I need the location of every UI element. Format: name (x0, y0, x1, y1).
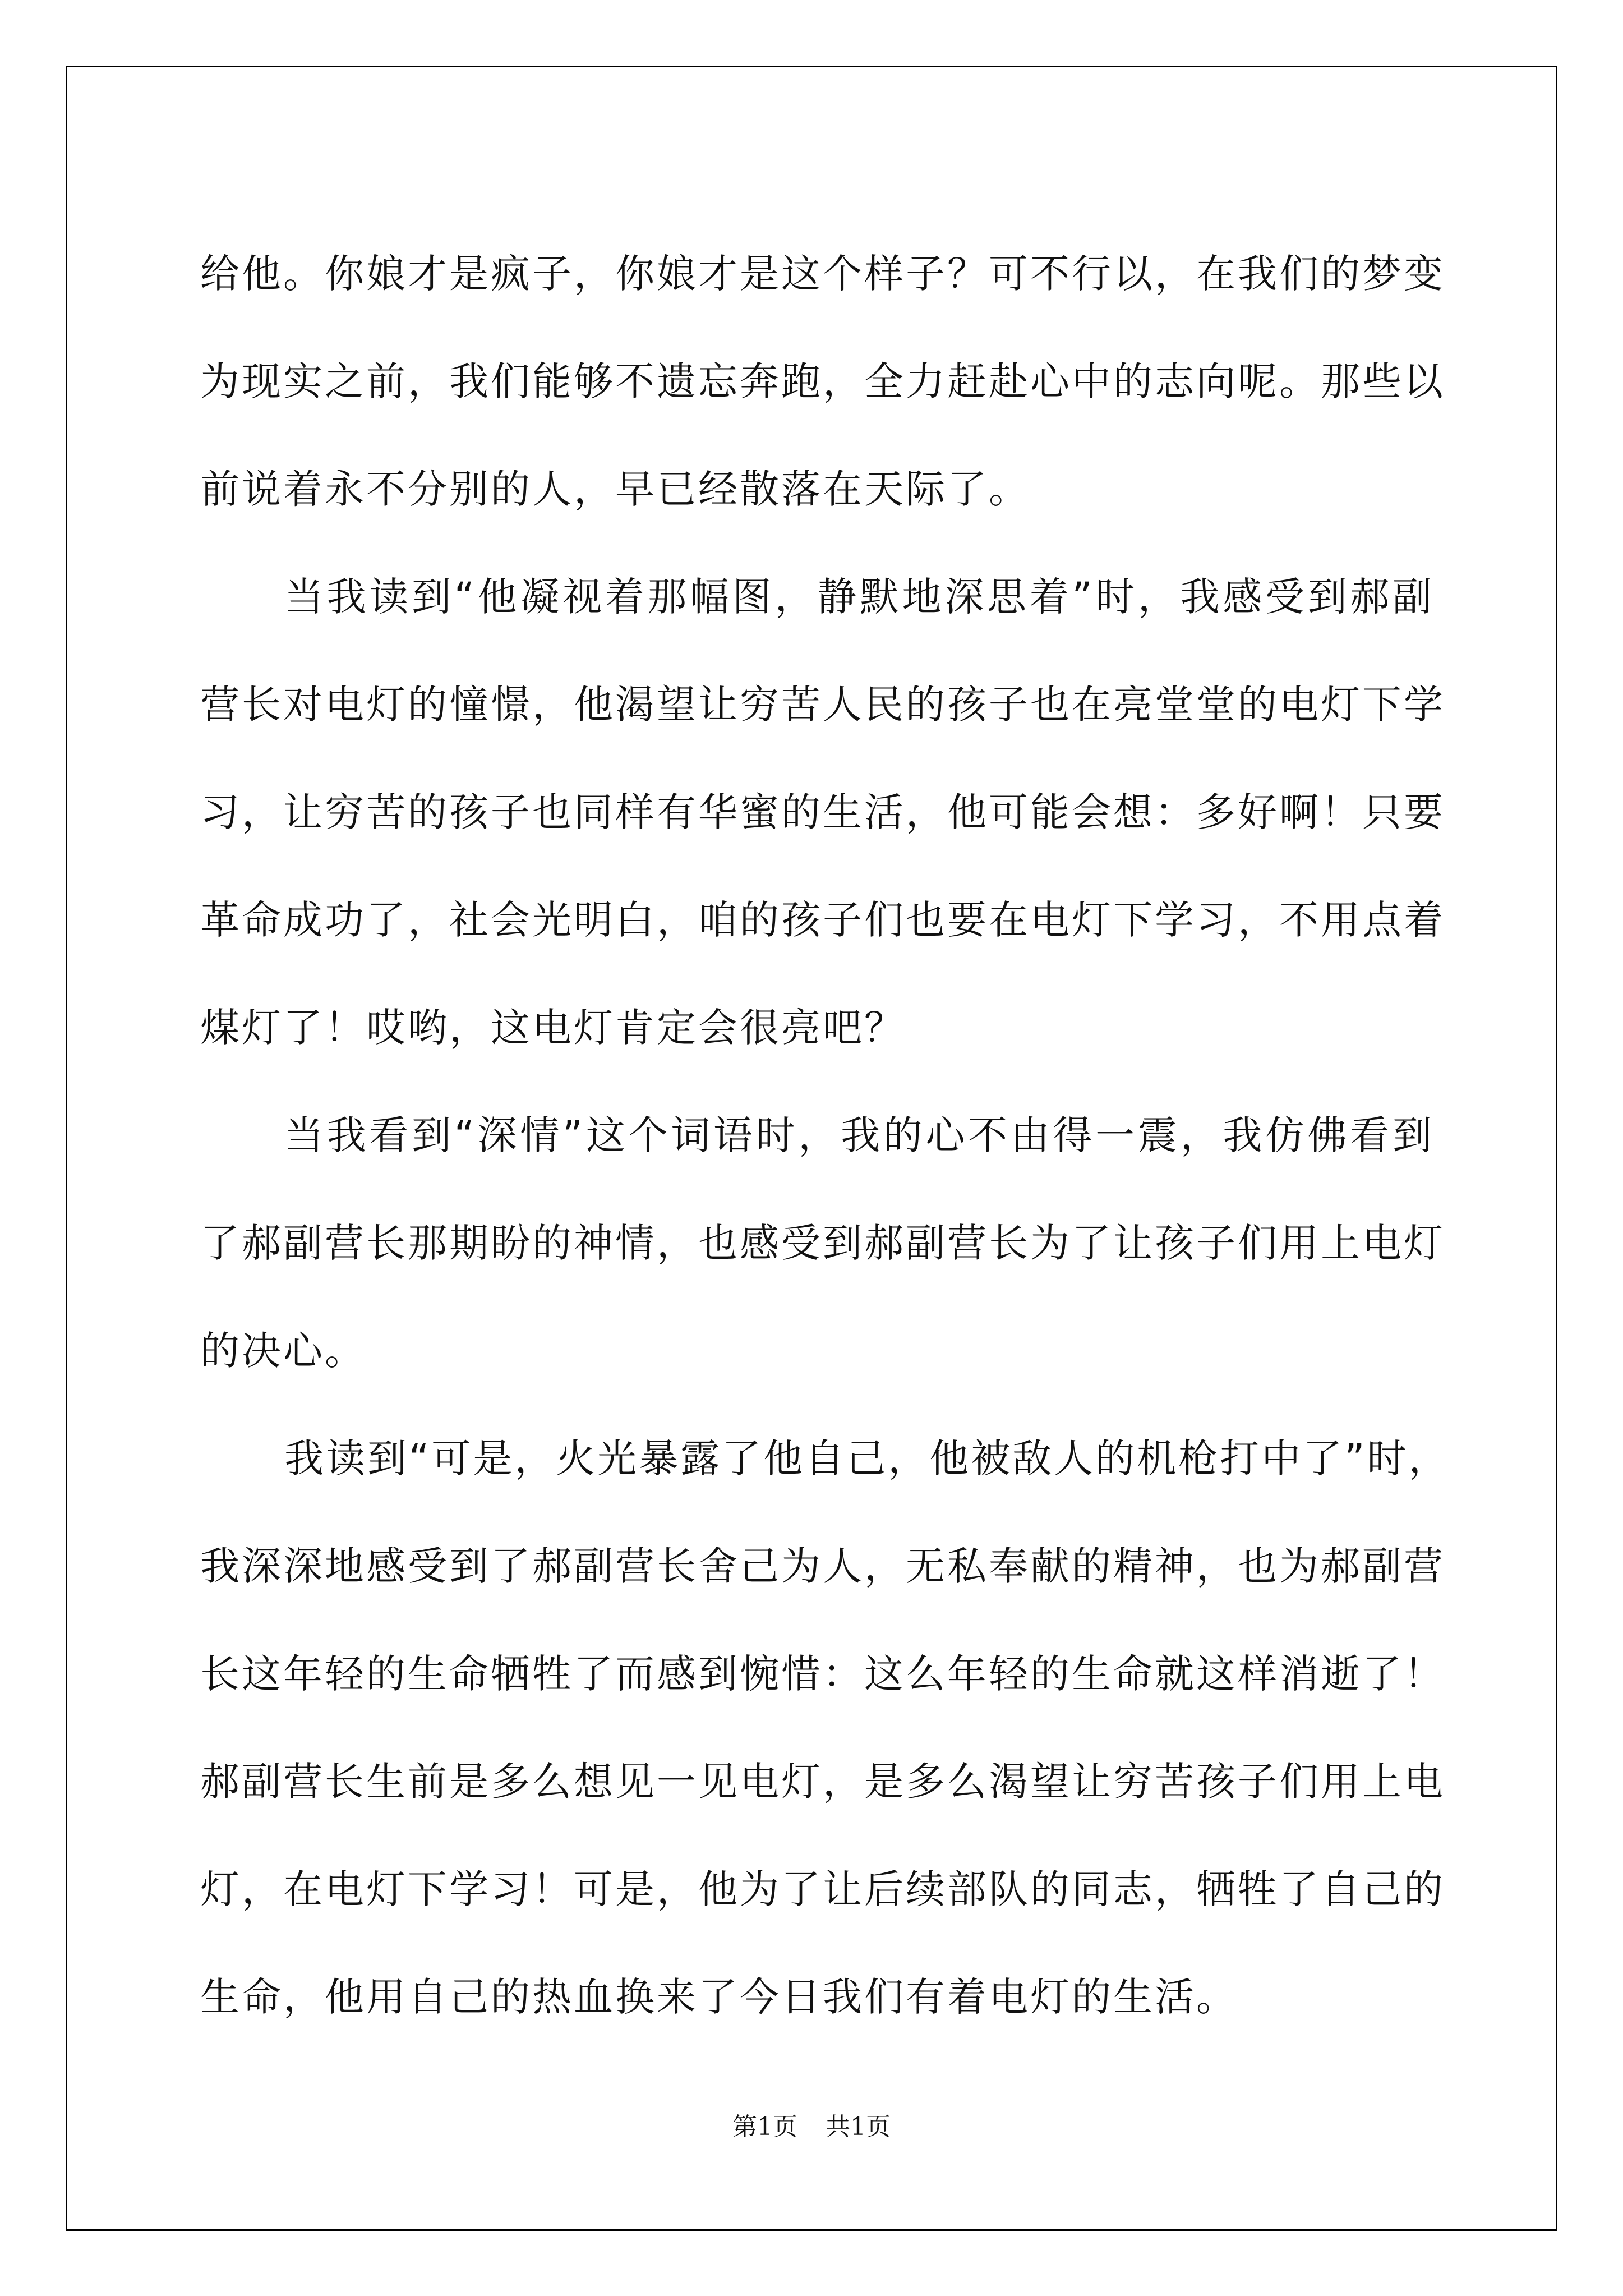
page-total: 共1页 (826, 2113, 891, 2141)
text-line: 了郝副营长那期盼的神情，也感受到郝副营长为了让孩子们用上电灯 (200, 1220, 1445, 1266)
page-number: 第1页 (732, 2113, 797, 2141)
paragraph-4 (200, 1405, 1450, 2051)
text-line: 为现实之前，我们能够不遗忘奔跑，全力赶赴心中的志向呢。那些以 (200, 358, 1445, 404)
text-line: 前说着永不分别的人，早已经散落在天际了。 (200, 466, 1030, 512)
text-line: 给他。你娘才是疯子，你娘才是这个样子？可不行以，在我们的梦变 (200, 251, 1445, 297)
text-line: 长这年轻的生命牺牲了而感到惋惜：这么年轻的生命就这样消逝了！ (200, 1651, 1445, 1697)
text-line: 我读到“可是，火光暴露了他自己，他被敌人的机枪打中了”时， (284, 1435, 1450, 1481)
text-line: 生命，他用自己的热血换来了今日我们有着电灯的生活。 (200, 1974, 1238, 2020)
text-line: 灯，在电灯下学习！可是，他为了让后续部队的同志，牺牲了自己的 (200, 1866, 1445, 1912)
text-line: 习，让穷苦的孩子也同样有华蜜的生活，他可能会想：多好啊！只要 (200, 789, 1445, 835)
paragraph-2 (200, 543, 1445, 1082)
paragraph-1 (200, 220, 1445, 543)
paragraph-3 (200, 1082, 1445, 1405)
text-line: 我深深地感受到了郝副营长舍己为人，无私奉献的精神，也为郝副营 (200, 1543, 1445, 1589)
text-line: 郝副营长生前是多么想见一见电灯，是多么渴望让穷苦孩子们用上电 (200, 1759, 1445, 1805)
text-line: 当我看到“深情”这个词语时，我的心不由得一震，我仿佛看到 (284, 1112, 1434, 1158)
text-line: 煤灯了！哎哟，这电灯肯定会很亮吧？ (200, 1005, 906, 1051)
text-line: 的决心。 (200, 1328, 366, 1374)
text-line: 革命成功了，社会光明白，咱的孩子们也要在电灯下学习，不用点着 (200, 897, 1445, 943)
document-body (200, 220, 1450, 2051)
text-line: 营长对电灯的憧憬，他渴望让穷苦人民的孩子也在亮堂堂的电灯下学 (200, 682, 1445, 728)
text-line: 当我读到“他凝视着那幅图，静默地深思着”时，我感受到郝副 (284, 574, 1434, 620)
page-footer (0, 2106, 1623, 2142)
